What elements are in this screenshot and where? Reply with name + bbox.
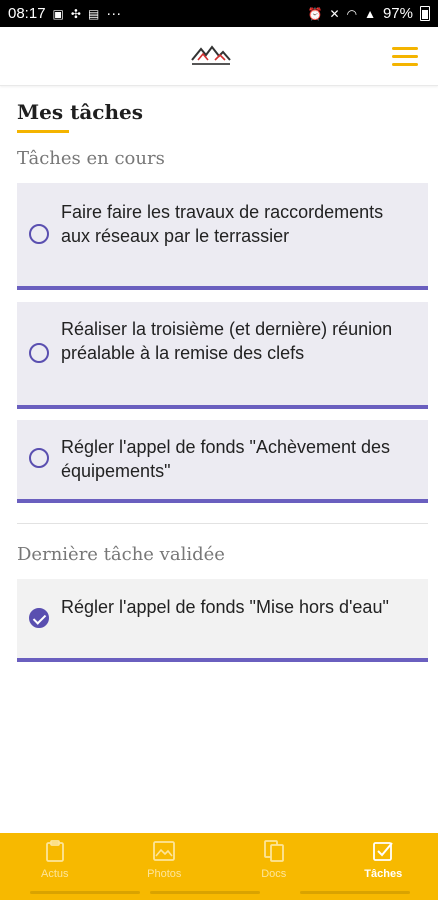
system-gesture-bar <box>0 885 438 900</box>
page-title: Mes tâches <box>17 100 143 124</box>
bottom-navigation <box>0 833 438 885</box>
task-text: Réaliser la troisième (et dernière) réunion préalable à la remise des clefs <box>61 319 393 363</box>
section-label-current: Tâches en cours <box>17 148 165 169</box>
title-underline <box>17 130 69 133</box>
signal-icon: ▲ <box>364 6 376 21</box>
radio-unchecked-icon[interactable] <box>29 343 49 363</box>
nav-label: Tâches <box>364 868 403 880</box>
battery-percent: 97% <box>382 5 413 22</box>
gesture-pill <box>300 891 410 894</box>
hamburger-menu-icon[interactable] <box>392 47 418 67</box>
task-text: Régler l'appel de fonds "Mise hors d'eau" <box>61 597 389 617</box>
checkbox-icon <box>371 839 395 863</box>
nav-label: Docs <box>261 868 287 880</box>
nav-item-actus[interactable] <box>0 833 110 885</box>
wifi-icon: ◠ <box>346 6 358 21</box>
gallery-notification-icon: ▣ <box>52 6 64 21</box>
gesture-pill <box>150 891 260 894</box>
nav-item-docs[interactable] <box>219 833 329 885</box>
radio-unchecked-icon[interactable] <box>29 224 49 244</box>
gesture-pill <box>30 891 140 894</box>
section-divider <box>17 523 428 524</box>
status-bar <box>0 0 438 27</box>
battery-icon <box>420 6 430 21</box>
clipboard-icon <box>43 839 67 863</box>
section-label-validated: Dernière tâche validée <box>17 544 225 565</box>
nav-label: Photos <box>147 868 182 880</box>
checked-circle-icon[interactable] <box>29 608 49 628</box>
image-icon <box>152 839 176 863</box>
app-header <box>0 27 438 86</box>
task-text: Régler l'appel de fonds "Achèvement des équipements" <box>61 437 391 481</box>
nav-item-photos[interactable] <box>110 833 220 885</box>
settings-notification-icon: ✣ <box>70 6 81 21</box>
task-item[interactable] <box>17 302 428 409</box>
documents-icon <box>262 839 286 863</box>
nav-item-taches[interactable] <box>329 833 438 885</box>
more-notifications-icon: ··· <box>106 5 122 22</box>
mute-icon: ✕ <box>329 6 340 21</box>
nav-label: Actus <box>40 868 69 880</box>
alarm-icon: ⏰ <box>307 6 323 21</box>
task-text: Faire faire les travaux de raccordements aux réseaux par le terrassier <box>61 202 384 246</box>
radio-unchecked-icon[interactable] <box>29 448 49 468</box>
status-time: 08:17 <box>8 5 46 22</box>
task-item[interactable] <box>17 183 428 290</box>
mountain-logo-icon <box>189 44 233 68</box>
image-notification-icon: ▤ <box>87 6 100 21</box>
task-item[interactable] <box>17 420 428 503</box>
validated-task-item[interactable] <box>17 579 428 662</box>
